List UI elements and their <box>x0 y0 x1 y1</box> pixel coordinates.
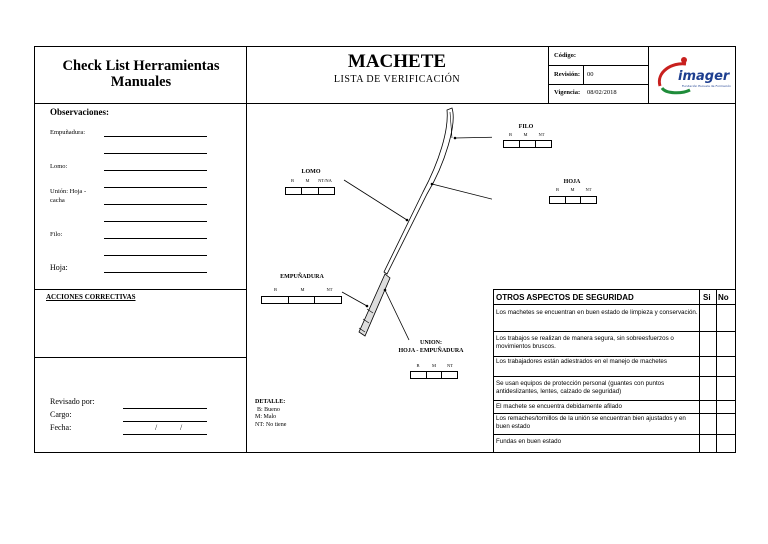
security-item: Los machetes se encuentran en buen estado de limpieza y conservación. <box>496 309 698 316</box>
date-label: Fecha: <box>50 423 72 432</box>
write-line[interactable] <box>104 136 207 137</box>
observation-label: Unión: Hoja - cacha <box>50 188 87 204</box>
observation-label: Empuñadura: <box>50 129 86 136</box>
divider <box>34 289 246 290</box>
check-cell[interactable] <box>411 372 427 378</box>
check-cell[interactable] <box>520 141 536 147</box>
revised-by-label: Revisado por: <box>50 397 95 406</box>
document-title: MACHETE <box>347 51 447 72</box>
divider <box>583 65 584 84</box>
observations-title: Observaciones: <box>50 107 109 117</box>
security-header: OTROS ASPECTOS DE SEGURIDAD <box>496 293 634 302</box>
check-cell[interactable] <box>302 188 318 194</box>
lomo-label: LOMO <box>301 169 321 175</box>
security-item: Se usan equipos de protección personal (guantes con puntos antideslizantes, lentes, calzado de seguridad) <box>496 380 665 395</box>
write-line[interactable] <box>104 187 207 188</box>
empunadura-col-nt: NT <box>326 287 333 292</box>
security-item: El machete se encuentra debidamente afilado <box>496 403 622 410</box>
write-line[interactable] <box>104 170 207 171</box>
write-line[interactable] <box>104 204 207 205</box>
union-checkbox-row[interactable] <box>410 371 458 379</box>
position-label: Cargo: <box>50 410 72 419</box>
filo-col-nt: NT <box>538 132 545 137</box>
empunadura-col-b: B <box>273 287 277 292</box>
divider <box>648 46 649 103</box>
check-cell[interactable] <box>315 297 341 303</box>
write-line[interactable] <box>104 221 207 222</box>
title-line: Manuales <box>110 74 172 90</box>
divider <box>548 46 549 103</box>
check-cell[interactable] <box>536 141 551 147</box>
no-column-header: No <box>718 293 729 302</box>
lomo-col-b: B <box>290 178 294 183</box>
detail-line: M: Malo <box>255 414 277 420</box>
detail-title: DETALLE: <box>255 399 286 405</box>
security-item: Fundas en buen estado <box>496 438 562 445</box>
security-item: Los trabajadores están adiestrados en el manejo de machetes <box>496 358 667 365</box>
position-field[interactable] <box>123 421 207 422</box>
write-line[interactable] <box>104 272 207 273</box>
observation-label: Lomo: <box>50 163 68 170</box>
union-col-m: M <box>431 363 436 368</box>
write-line[interactable] <box>104 153 207 154</box>
union-col-nt: NT <box>447 363 453 368</box>
divider <box>548 84 648 85</box>
code-label: Código: <box>554 52 577 59</box>
validity-label: Vigencia: <box>554 89 581 96</box>
revision-value: 00 <box>587 71 594 78</box>
check-cell[interactable] <box>442 372 457 378</box>
yes-column-header: Si <box>703 293 711 302</box>
revised-by-field[interactable] <box>123 408 207 409</box>
observation-label: Hoja: <box>50 263 68 272</box>
lomo-col-m: M <box>305 178 310 183</box>
hoja-col-m: M <box>570 187 575 192</box>
lomo-col-nt: NT/NA <box>318 178 332 183</box>
date-separator: / <box>155 423 158 432</box>
empunadura-checkbox-row[interactable] <box>261 296 342 304</box>
detail-legend <box>255 399 286 429</box>
machete-illustration <box>247 104 492 354</box>
check-cell[interactable] <box>286 188 302 194</box>
hoja-col-b: B <box>555 187 559 192</box>
check-cell[interactable] <box>581 197 596 203</box>
security-item: Los trabajos se realizan de manera segura, sin sobreesfuerzos o movimientos bruscos. <box>496 335 674 350</box>
divider <box>34 357 246 358</box>
title-line: Check List Herramientas <box>62 58 220 74</box>
union-label: UNION: <box>420 340 442 346</box>
check-cell[interactable] <box>504 141 520 147</box>
detail-line: B: Bueno <box>257 406 280 413</box>
check-cell[interactable] <box>319 188 334 194</box>
filo-label: FILO <box>518 124 534 130</box>
date-field[interactable] <box>123 434 207 435</box>
date-separator: / <box>180 423 183 432</box>
hoja-col-nt: NT <box>585 187 592 192</box>
union-sublabel: HOJA - EMPUÑADURA <box>398 348 464 354</box>
revision-label: Revisión: <box>554 71 580 78</box>
svg-text:Fundación Escuela de Formación: Fundación Escuela de Formación <box>682 84 732 88</box>
write-line[interactable] <box>104 255 207 256</box>
lomo-checkbox-row[interactable] <box>285 187 335 195</box>
svg-text:imager: imager <box>678 69 730 84</box>
security-item: Los remaches/tornillos de la unión se encuentran bien ajustados y en buen estado <box>496 415 686 430</box>
empunadura-col-m: M <box>300 287 305 292</box>
company-logo <box>652 50 732 100</box>
empunadura-label: EMPUÑADURA <box>280 274 324 280</box>
filo-col-m: M <box>523 132 528 137</box>
hoja-label: HOJA <box>563 179 581 185</box>
hoja-checkbox-row[interactable] <box>549 196 597 204</box>
divider <box>548 65 648 66</box>
union-col-b: B <box>416 363 420 368</box>
filo-col-b: B <box>508 132 512 137</box>
observation-label: Filo: <box>50 231 63 238</box>
form-title <box>35 58 247 90</box>
check-cell[interactable] <box>566 197 582 203</box>
detail-line: NT: No tiene <box>255 421 287 428</box>
check-cell[interactable] <box>550 197 566 203</box>
check-cell[interactable] <box>262 297 289 303</box>
corrective-actions-title: ACCIONES CORRECTIVAS <box>46 293 136 301</box>
write-line[interactable] <box>104 238 207 239</box>
validity-value: 08/02/2018 <box>587 89 617 96</box>
filo-checkbox-row[interactable] <box>503 140 552 148</box>
document-subtitle: LISTA DE VERIFICACIÓN <box>333 74 461 85</box>
check-cell[interactable] <box>427 372 443 378</box>
check-cell[interactable] <box>289 297 316 303</box>
